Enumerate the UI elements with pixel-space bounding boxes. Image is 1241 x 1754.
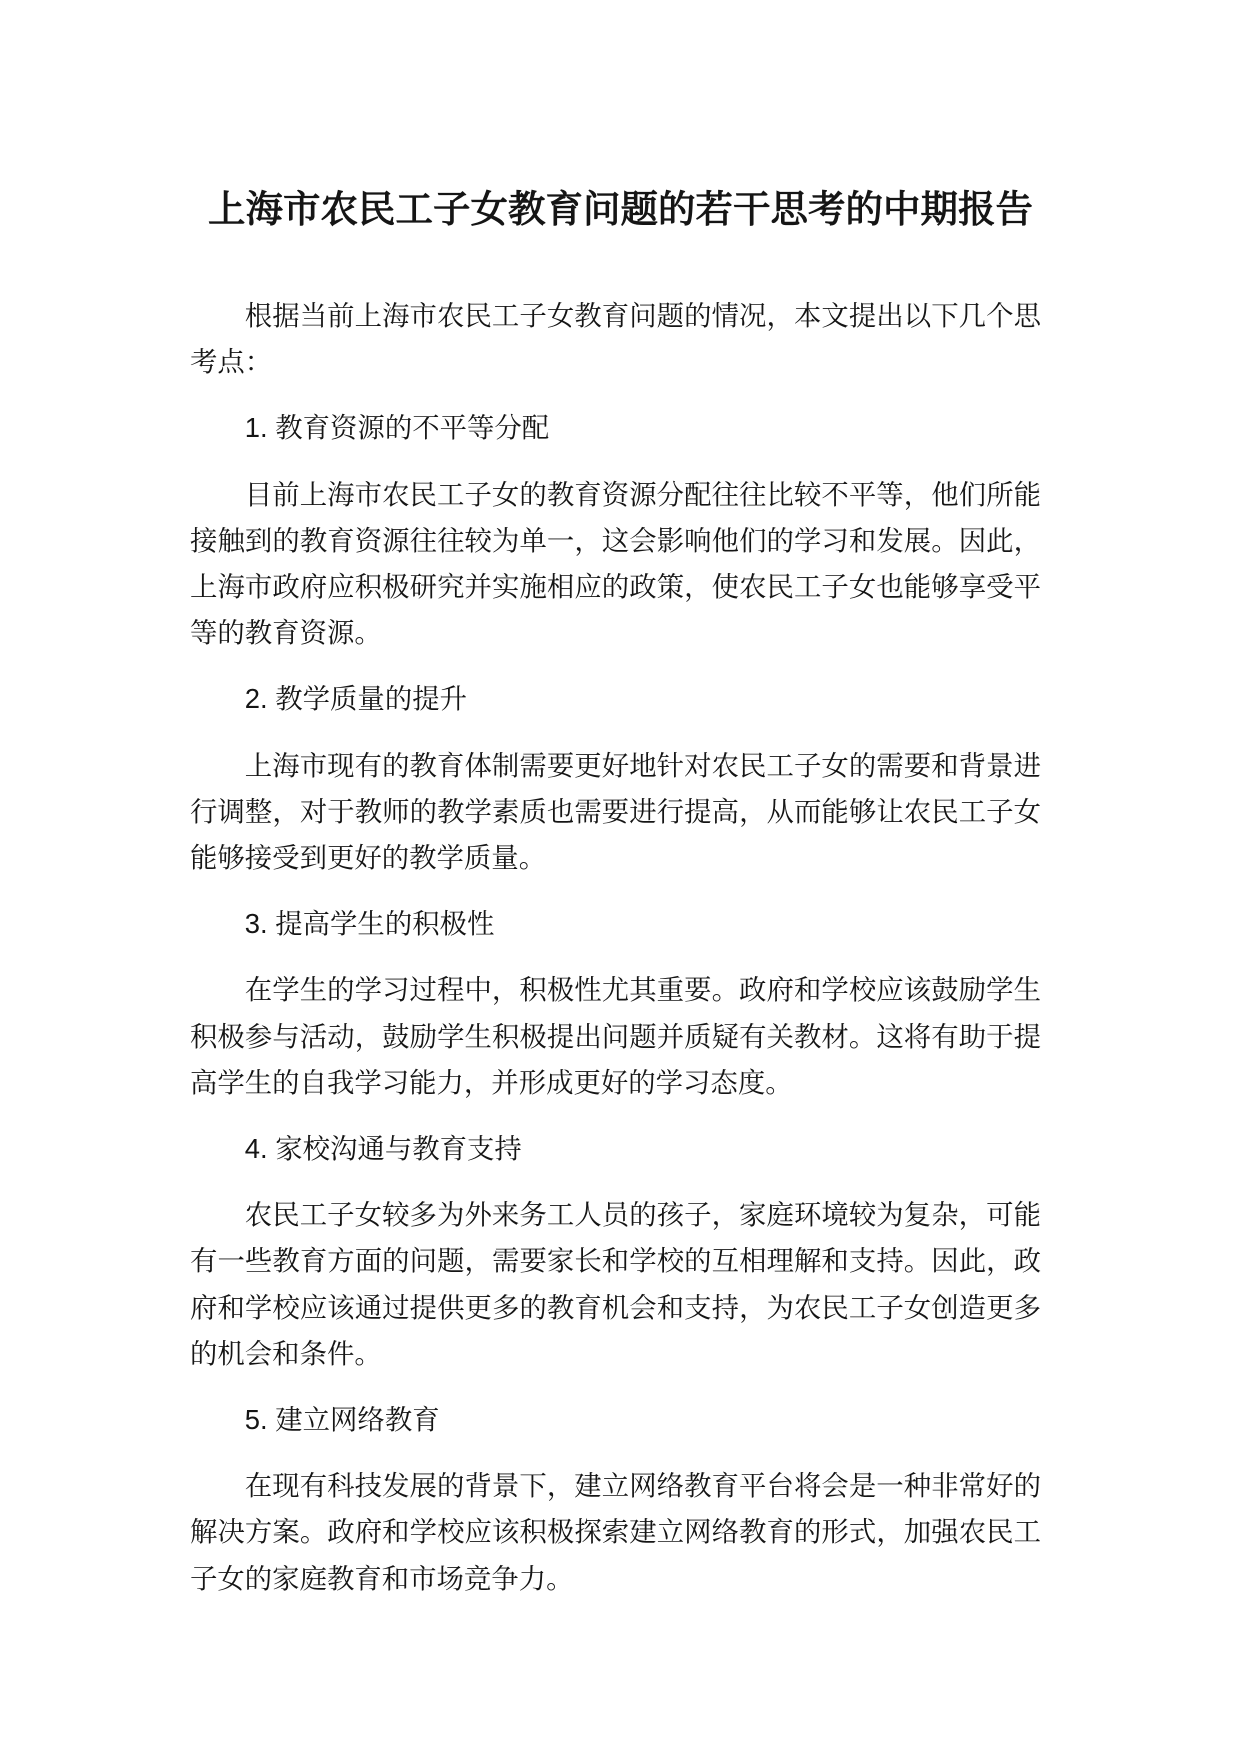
section-paragraph: 农民工子女较多为外来务工人员的孩子，家庭环境较为复杂，可能有一些教育方面的问题，需要家长和学校的互相理解和支持。因此，政府和学校应该通过提供更多的教育机会和支持，为农民工子女创造更多的机会和条件。 — [190, 1199, 1041, 1369]
section-heading: 4. 家校沟通与教育支持 — [244, 1133, 522, 1165]
section-3 — [190, 901, 1041, 1106]
section-heading: 5. 建立网络教育 — [244, 1404, 440, 1436]
section-4 — [190, 1126, 1041, 1377]
section-paragraph: 上海市现有的教育体制需要更好地针对农民工子女的需要和背景进行调整，对于教师的教学素质也需要进行提高，从而能够让农民工子女能够接受到更好的教学质量。 — [190, 749, 1041, 874]
section-2 — [190, 676, 1041, 881]
intro-paragraph: 根据当前上海市农民工子女教育问题的情况，本文提出以下几个思考点： — [190, 300, 1041, 378]
section-1 — [190, 405, 1041, 656]
section-heading: 3. 提高学生的积极性 — [244, 908, 495, 940]
document-body — [190, 293, 1041, 1622]
section-paragraph: 目前上海市农民工子女的教育资源分配往往比较不平等，他们所能接触到的教育资源往往较为单一，这会影响他们的学习和发展。因此，上海市政府应积极研究并实施相应的政策，使农民工子女也能够享受平等的教育资源。 — [190, 478, 1041, 649]
section-heading: 2. 教学质量的提升 — [244, 683, 467, 715]
section-5 — [190, 1397, 1041, 1602]
section-paragraph: 在现有科技发展的背景下，建立网络教育平台将会是一种非常好的解决方案。政府和学校应该积极探索建立网络教育的形式，加强农民工子女的家庭教育和市场竞争力。 — [190, 1470, 1041, 1594]
section-paragraph: 在学生的学习过程中，积极性尤其重要。政府和学校应该鼓励学生积极参与活动，鼓励学生积极提出问题并质疑有关教材。这将有助于提高学生的自我学习能力，并形成更好的学习态度。 — [190, 974, 1041, 1098]
document-title: 上海市农民工子女教育问题的若干思考的中期报告 — [208, 188, 1033, 230]
section-heading: 1. 教育资源的不平等分配 — [244, 412, 550, 444]
